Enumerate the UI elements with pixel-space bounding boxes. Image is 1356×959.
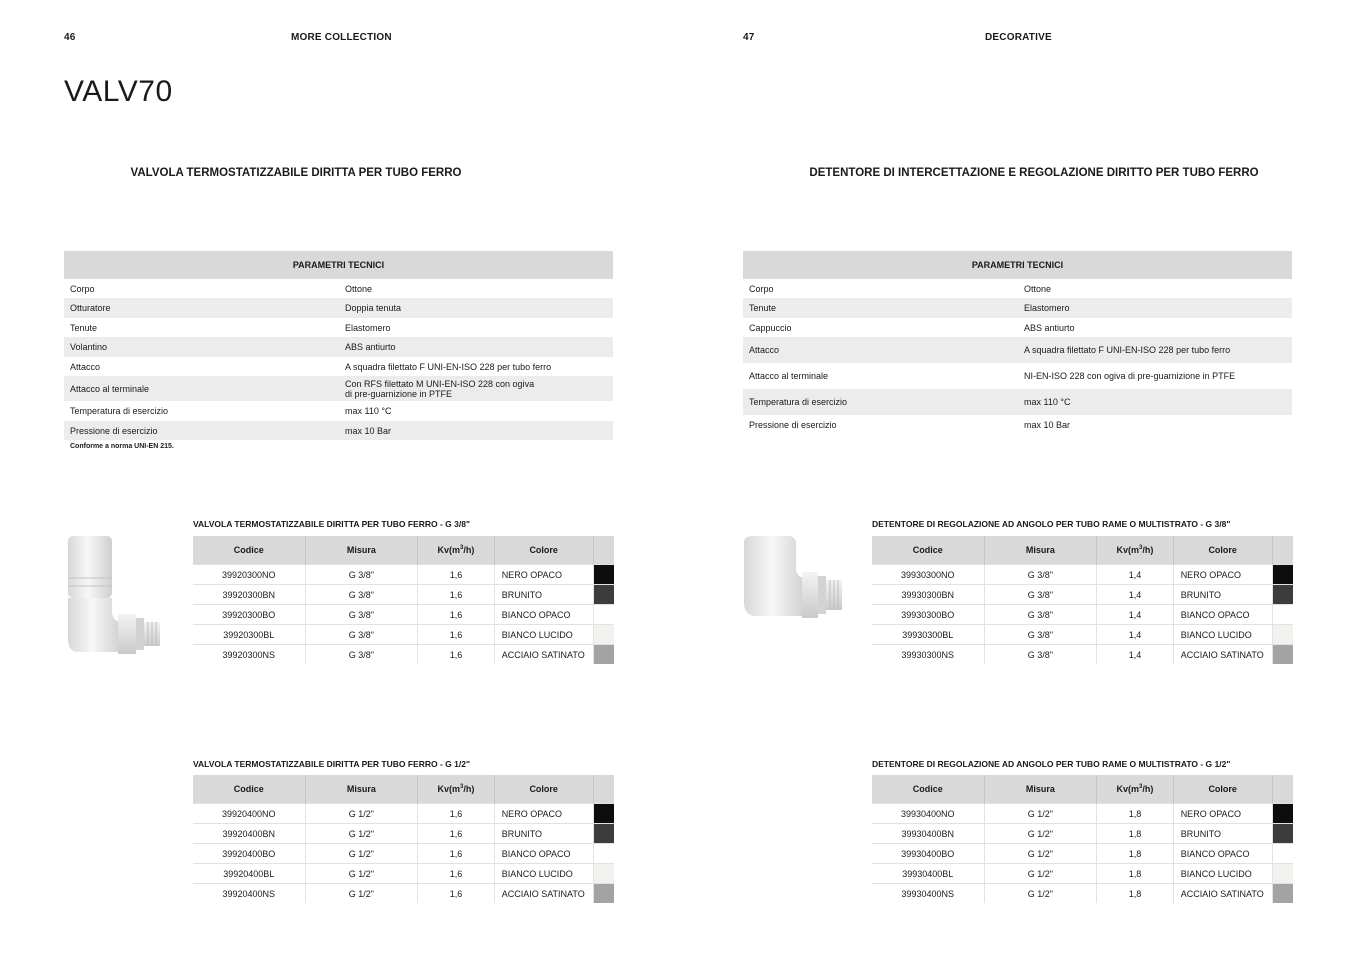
table-row: 39930400BN G 1/2" 1,8 BRUNITO <box>872 824 1293 844</box>
lockshield-product-image <box>738 528 848 658</box>
color-swatch <box>593 565 614 585</box>
param-value: Elastomero <box>1018 298 1292 318</box>
color-swatch <box>1272 824 1293 844</box>
col-header-swatch <box>1272 775 1293 804</box>
code-table-title: DETENTORE DI REGOLAZIONE AD ANGOLO PER TUBO RAME O MULTISTRATO - G 1/2" <box>872 759 1231 769</box>
section-title-left: MORE COLLECTION <box>291 32 392 43</box>
section-title-right: DECORATIVE <box>985 32 1052 43</box>
product-code: VALV70 <box>64 75 173 108</box>
col-header-swatch <box>1272 536 1293 565</box>
table-row: 39930300BO G 3/8" 1,4 BIANCO OPACO <box>872 605 1293 625</box>
param-key: Attacco <box>64 357 339 376</box>
table-row: 39920400BL G 1/2" 1,6 BIANCO LUCIDO <box>193 864 614 884</box>
table-row: 39930400BL G 1/2" 1,8 BIANCO LUCIDO <box>872 864 1293 884</box>
col-header-code: Codice <box>872 775 984 804</box>
color-swatch <box>593 625 614 645</box>
color-swatch <box>1272 585 1293 605</box>
params-table-left <box>64 251 613 440</box>
code-table-right-1 <box>872 536 1293 664</box>
param-value: ABS antiurto <box>339 337 613 357</box>
col-header-swatch <box>593 536 614 565</box>
valve-product-image <box>60 530 170 660</box>
color-swatch <box>593 585 614 605</box>
param-key: Attacco <box>743 337 1018 363</box>
param-value: NI-EN-ISO 228 con ogiva di pre-guarnizione in PTFE <box>1018 363 1292 389</box>
col-header-kv: $Kv(m^3/h)$ <box>1097 536 1173 565</box>
col-header-size: Misura <box>984 536 1097 565</box>
param-value-cont: di pre-guarnizione in PTFE <box>345 388 453 399</box>
col-header-code: Codice <box>872 536 984 565</box>
color-swatch <box>1272 565 1293 585</box>
param-value: A squadra filettato F UNI-EN-ISO 228 per tubo ferro <box>1018 337 1292 363</box>
col-header-size: Misura <box>305 775 418 804</box>
param-value: A squadra filettato F UNI-EN-ISO 228 per tubo ferro <box>339 357 613 376</box>
params-header: PARAMETRI TECNICI <box>743 251 1292 279</box>
table-row: 39930300BN G 3/8" 1,4 BRUNITO <box>872 585 1293 605</box>
param-key: Corpo <box>743 279 1018 298</box>
col-header-swatch <box>593 775 614 804</box>
color-swatch <box>593 884 614 904</box>
table-row: 39930300BL G 3/8" 1,4 BIANCO LUCIDO <box>872 625 1293 645</box>
param-key: Temperatura di esercizio <box>743 389 1018 415</box>
table-row: 39930400NS G 1/2" 1,8 ACCIAIO SATINATO <box>872 884 1293 904</box>
color-swatch <box>1272 864 1293 884</box>
color-swatch <box>1272 844 1293 864</box>
color-swatch <box>1272 884 1293 904</box>
product-subtitle-right: DETENTORE DI INTERCETTAZIONE E REGOLAZIONE DIRITTO PER TUBO FERRO <box>809 167 1259 179</box>
table-row: 39920300NO G 3/8" 1,6 NERO OPACO <box>193 565 614 585</box>
params-table-right <box>743 251 1292 435</box>
param-value: Elastomero <box>339 318 613 337</box>
param-value: max 110 °C <box>1018 389 1292 415</box>
code-table-title: DETENTORE DI REGOLAZIONE AD ANGOLO PER TUBO RAME O MULTISTRATO - G 3/8" <box>872 519 1231 529</box>
table-row: 39930300NO G 3/8" 1,4 NERO OPACO <box>872 565 1293 585</box>
page-number-left: 46 <box>64 32 76 43</box>
param-key: Otturatore <box>64 298 339 318</box>
col-header-code: Codice <box>193 536 305 565</box>
table-row: 39930400BO G 1/2" 1,8 BIANCO OPACO <box>872 844 1293 864</box>
col-header-size: Misura <box>305 536 418 565</box>
color-swatch <box>593 824 614 844</box>
code-table-title: VALVOLA TERMOSTATIZZABILE DIRITTA PER TUBO FERRO - G 3/8" <box>193 519 470 529</box>
param-key: Cappuccio <box>743 318 1018 337</box>
param-value: Ottone <box>1018 279 1292 298</box>
code-table-left-1 <box>193 536 614 664</box>
param-value: ABS antiurto <box>1018 318 1292 337</box>
param-key: Volantino <box>64 337 339 357</box>
col-header-color: Colore <box>494 775 593 804</box>
table-row: 39920400NS G 1/2" 1,6 ACCIAIO SATINATO <box>193 884 614 904</box>
param-value: Doppia tenuta <box>339 298 613 318</box>
param-key: Tenute <box>743 298 1018 318</box>
col-header-color: Colore <box>1173 536 1272 565</box>
param-key: Corpo <box>64 279 339 298</box>
color-swatch <box>593 804 614 824</box>
col-header-kv: $Kv(m^3/h)$ <box>418 775 494 804</box>
color-swatch <box>593 605 614 625</box>
table-row: 39920400BN G 1/2" 1,6 BRUNITO <box>193 824 614 844</box>
color-swatch <box>1272 605 1293 625</box>
table-row: 39930400NO G 1/2" 1,8 NERO OPACO <box>872 804 1293 824</box>
table-row: 39920300BN G 3/8" 1,6 BRUNITO <box>193 585 614 605</box>
page-number-right: 47 <box>743 32 755 43</box>
table-row: 39920300BL G 3/8" 1,6 BIANCO LUCIDO <box>193 625 614 645</box>
color-swatch <box>593 864 614 884</box>
param-key: Attacco al terminale <box>64 376 339 401</box>
table-row: 39920400NO G 1/2" 1,6 NERO OPACO <box>193 804 614 824</box>
color-swatch <box>593 844 614 864</box>
col-header-kv: $Kv(m^3/h)$ <box>418 536 494 565</box>
param-key: Attacco al terminale <box>743 363 1018 389</box>
col-header-kv: $Kv(m^3/h)$ <box>1097 775 1173 804</box>
col-header-code: Codice <box>193 775 305 804</box>
color-swatch <box>1272 625 1293 645</box>
param-key: Pressione di esercizio <box>743 415 1018 435</box>
param-value: Ottone <box>339 279 613 298</box>
product-subtitle-left: VALVOLA TERMOSTATIZZABILE DIRITTA PER TUBO FERRO <box>130 167 462 179</box>
table-row: 39920300NS G 3/8" 1,6 ACCIAIO SATINATO <box>193 645 614 665</box>
param-key: Tenute <box>64 318 339 337</box>
norm-note: Conforme a norma UNI-EN 215. <box>70 443 174 450</box>
color-swatch <box>1272 645 1293 665</box>
table-row: 39920300BO G 3/8" 1,6 BIANCO OPACO <box>193 605 614 625</box>
param-value: max 10 Bar <box>339 421 613 440</box>
color-swatch <box>593 645 614 665</box>
color-swatch <box>1272 804 1293 824</box>
param-key: Pressione di esercizio <box>64 421 339 440</box>
col-header-size: Misura <box>984 775 1097 804</box>
code-table-title: VALVOLA TERMOSTATIZZABILE DIRITTA PER TUBO FERRO - G 1/2" <box>193 759 470 769</box>
param-value: max 10 Bar <box>1018 415 1292 435</box>
code-table-left-2 <box>193 775 614 903</box>
col-header-color: Colore <box>1173 775 1272 804</box>
param-value: Con RFS filettato M UNI-EN-ISO 228 con ogiva <box>345 378 535 389</box>
table-row: 39920400BO G 1/2" 1,6 BIANCO OPACO <box>193 844 614 864</box>
params-header: PARAMETRI TECNICI <box>64 251 613 279</box>
code-table-right-2 <box>872 775 1293 903</box>
table-row: 39930300NS G 3/8" 1,4 ACCIAIO SATINATO <box>872 645 1293 665</box>
param-key: Temperatura di esercizio <box>64 401 339 421</box>
col-header-color: Colore <box>494 536 593 565</box>
param-value: max 110 °C <box>339 401 613 421</box>
